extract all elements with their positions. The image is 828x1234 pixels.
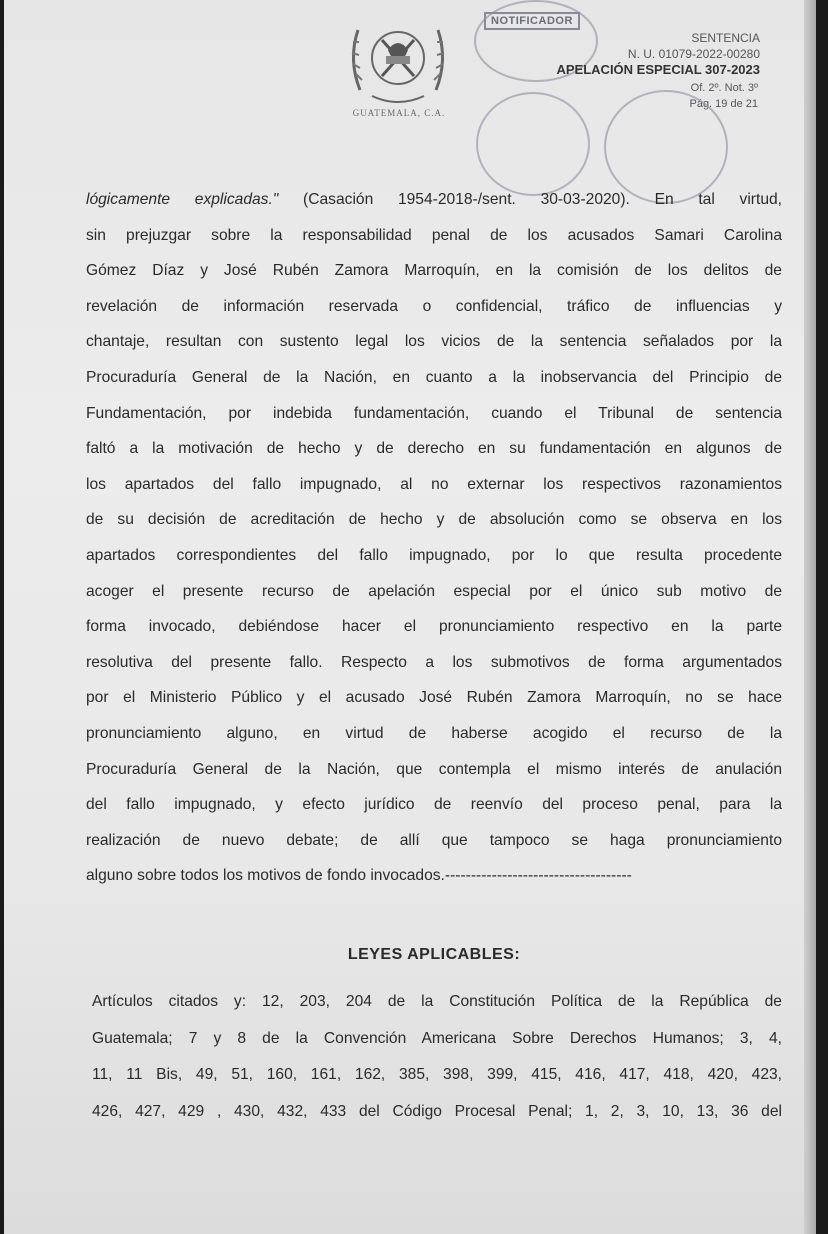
laws-line: Guatemala; 7 y 8 de la Convención Americana Sobre Derechos Humanos; 3, 4, xyxy=(92,1029,782,1047)
body-line xyxy=(86,182,782,218)
body-line: de su decisión de acreditación de hecho y de absolución como se observa en los xyxy=(86,511,782,529)
body-line: por el Ministerio Público y el acusado José Rubén Zamora Marroquín, no se hace xyxy=(86,689,782,707)
body-paragraph xyxy=(86,182,782,894)
body-line: faltó a la motivación de hecho y de derecho en su fundamentación en algunos de xyxy=(86,440,782,458)
body-line: del fallo impugnado, y efecto jurídico de reenvío del proceso penal, para la xyxy=(86,796,782,814)
body-line: Fundamentación, por indebida fundamentación, cuando el Tribunal de sentencia xyxy=(86,404,782,422)
laws-paragraph xyxy=(92,984,782,1130)
body-line: alguno sobre todos los motivos de fondo invocados.------------------------------------ xyxy=(86,867,632,885)
laws-line: 426, 427, 429 , 430, 432, 433 del Código Procesal Penal; 1, 2, 3, 10, 13, 36 del xyxy=(92,1102,782,1120)
notificador-label: NOTIFICADOR xyxy=(484,12,580,30)
header-office: Of. 2º. Not. 3º xyxy=(690,82,758,94)
laws-line: Artículos citados y: 12, 203, 204 de la Constitución Política de la República de xyxy=(92,993,782,1010)
document-page xyxy=(4,0,816,1234)
body-line: forma invocado, debiéndose hacer el pronunciamiento respectivo en la parte xyxy=(86,618,782,636)
body-line: resolutiva del presente fallo. Respecto a los submotivos de forma argumentados xyxy=(86,653,782,671)
body-line: apartados correspondientes del fallo impugnado, por lo que resulta procedente xyxy=(86,546,782,564)
body-line: los apartados del fallo impugnado, al no externar los respectivos razonamientos xyxy=(86,475,782,493)
body-line: Procuraduría General de la Nación, que contempla el mismo interés de anulación xyxy=(86,760,782,778)
body-line: acoger el presente recurso de apelación especial por el único sub motivo de xyxy=(86,582,782,600)
body-line: realización de nuevo debate; de allí que tampoco se haga pronunciamiento xyxy=(86,831,782,849)
quote-end: lógicamente explicadas." xyxy=(86,191,279,208)
page-edge xyxy=(804,0,816,1234)
court-seal-stamp xyxy=(476,92,590,196)
body-line: revelación de información reservada o confidencial, tráfico de influencias y xyxy=(86,297,782,315)
header-case-number: N. U. 01079-2022-00280 xyxy=(627,47,760,61)
citation: (Casación 1954-2018-/sent. 30-03-2020). En tal virtud, xyxy=(278,191,782,208)
section-heading: LEYES APLICABLES: xyxy=(347,946,521,963)
coat-of-arms-label: GUATEMALA, C.A. xyxy=(352,108,446,118)
header-appeal: APELACIÓN ESPECIAL 307-2023 xyxy=(556,62,760,77)
body-line: Procuraduría General de la Nación, en cuanto a la inobservancia del Principio de xyxy=(86,368,782,386)
body-line: Gómez Díaz y José Rubén Zamora Marroquín, en la comisión de los delitos de xyxy=(86,262,782,280)
body-line: chantaje, resultan con sustento legal los vicios de la sentencia señalados por la xyxy=(86,333,782,351)
body-line: sin prejuzgar sobre la responsabilidad penal de los acusados Samari Carolina xyxy=(86,226,782,244)
header-sentencia: SENTENCIA xyxy=(691,31,760,45)
header-page-number: Pág. 19 de 21 xyxy=(689,98,758,110)
coat-of-arms-icon xyxy=(342,0,454,120)
body-line: pronunciamiento alguno, en virtud de haberse acogido el recurso de la xyxy=(86,724,782,742)
laws-line: 11, 11 Bis, 49, 51, 160, 161, 162, 385, 398, 399, 415, 416, 417, 418, 420, 423, xyxy=(92,1066,782,1083)
